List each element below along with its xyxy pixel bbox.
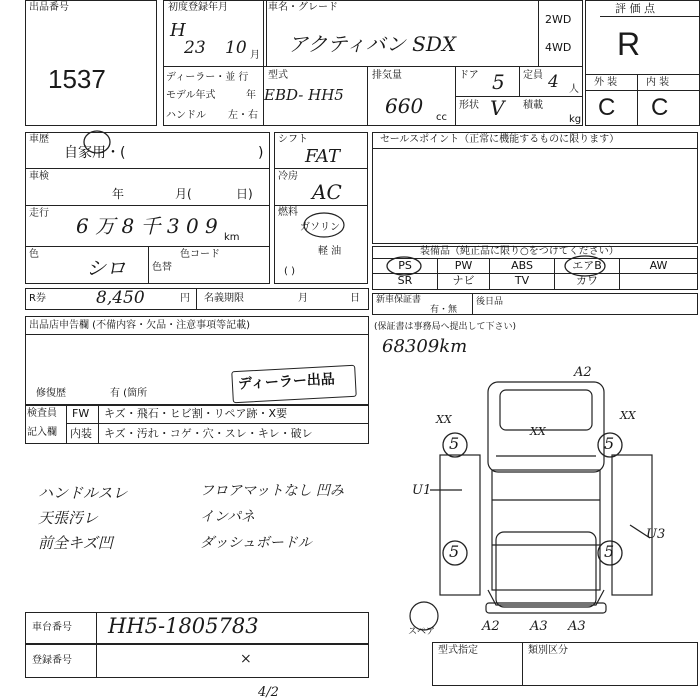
equipment-title: 装備品（純正品に限り○をつけてください）	[420, 246, 619, 257]
lot-number-label: 出品番号	[29, 2, 69, 13]
spare-label: スペア	[408, 627, 436, 637]
equip-aw: AW	[619, 258, 698, 274]
history-value: 自家用・(	[64, 145, 126, 161]
history-close: )	[258, 145, 264, 161]
reg-month-unit: 月	[250, 50, 260, 61]
spec-h	[455, 96, 583, 97]
car-hood	[500, 390, 592, 430]
cc-unit: cc	[436, 112, 447, 123]
interior-grade: C	[651, 94, 669, 121]
spec-div2	[367, 66, 368, 126]
insp-h	[66, 423, 369, 424]
tire-rr: 5	[604, 542, 615, 561]
history-label: 車歴	[29, 134, 49, 145]
interior-items: キズ・汚れ・コゲ・穴・スレ・キレ・破レ	[104, 427, 313, 440]
color-code-label: 色コード	[180, 249, 220, 260]
post-date-label: 後日品	[476, 297, 504, 307]
equip-leather: カワ	[554, 273, 620, 290]
ac-label: 冷房	[278, 171, 298, 182]
expiry-label: 名義期限	[204, 293, 244, 304]
grade-label: 評 価 点	[615, 2, 655, 15]
note-right-2: インパネ	[200, 509, 256, 525]
warranty-note: (保証書は事務局へ提出して下さい)	[374, 322, 517, 332]
shape-label: 形状	[459, 100, 479, 111]
fuel-label: 燃料	[278, 207, 298, 218]
mark-a3-1: A3	[530, 619, 548, 634]
fuel-other: ( )	[284, 266, 295, 277]
equip-navi: ナビ	[437, 273, 490, 290]
equip-sr: SR	[372, 273, 438, 290]
fuel-gas: ガソリン	[300, 222, 340, 233]
mileage-label: 走行	[29, 208, 49, 219]
plate-div	[96, 644, 97, 678]
declaration-title: 出品店申告欄 (不備内容・欠品・注意事項等記載)	[29, 320, 250, 331]
tire-fr: 5	[604, 434, 615, 453]
capacity-value: 4	[548, 72, 559, 92]
mark-xx-left: XX	[436, 413, 452, 426]
grade-divider	[600, 16, 700, 17]
model-year-label: モデル年式	[166, 90, 216, 101]
insp-div2	[98, 404, 99, 444]
shift-label: シフト	[278, 134, 308, 145]
warranty-div	[472, 293, 473, 315]
repair-value: 有 (箇所	[110, 388, 148, 399]
exterior-grade: C	[598, 94, 616, 121]
chassis-div	[96, 612, 97, 644]
color-value: シロ	[86, 256, 126, 280]
interior-label: 内 装	[646, 77, 670, 88]
recycle-value: 8,450	[96, 288, 145, 308]
car-rear	[496, 532, 596, 607]
tire-fl: 5	[449, 434, 460, 453]
chassis-number: HH5-1805783	[108, 614, 259, 638]
owner-circle	[80, 128, 114, 156]
insp-div1	[66, 404, 67, 444]
car-cabin	[492, 470, 600, 590]
plate-box	[25, 644, 369, 678]
car-name-label: 車名・グレード	[268, 2, 338, 13]
mark-xx-right: XX	[620, 409, 636, 422]
warranty-options: 有・無	[430, 305, 458, 315]
shift-h1	[274, 168, 368, 169]
recycle-label: R券	[29, 293, 46, 304]
km-unit: km	[224, 232, 240, 243]
first-registration-label: 初度登録年月	[168, 2, 228, 13]
equip-tv: TV	[489, 273, 555, 290]
inspection-label: 車検	[29, 171, 49, 182]
doors-label: ドア	[459, 70, 479, 81]
tire-rl: 5	[449, 542, 460, 561]
load-label: 積載	[523, 100, 543, 111]
car-name: アクティバン SDX	[288, 32, 457, 56]
mark-u1: U1	[412, 483, 432, 498]
inspection-year: 年	[112, 187, 125, 201]
car-left-side	[440, 455, 480, 595]
type-value: EBD- HH5	[264, 86, 344, 104]
displacement-value: 660	[385, 94, 424, 118]
mark-a2-bottom: A2	[482, 619, 500, 634]
kg-unit: kg	[569, 114, 582, 125]
capacity-label: 定員	[523, 70, 543, 81]
color-label: 色	[29, 249, 39, 260]
shape-value: V	[490, 96, 505, 120]
mark-u3: U3	[646, 527, 666, 542]
inspection-month: 月(	[175, 187, 192, 201]
ps-circle	[384, 255, 424, 277]
bottom-mark: 4/2	[258, 685, 279, 700]
inspector-label-1: 検査員	[27, 408, 57, 419]
displacement-label: 排気量	[372, 70, 402, 81]
shift-value: FAT	[305, 146, 340, 167]
model-year-unit: 年	[246, 90, 256, 101]
repair-label: 修復歴	[36, 388, 66, 399]
lot-number: 1537	[48, 64, 106, 94]
plate-mark: ×	[240, 651, 252, 667]
decl-h	[25, 334, 369, 335]
warranty-mileage-note: 68309km	[382, 336, 468, 357]
reg-month: 10	[225, 38, 247, 58]
mark-a3-2: A3	[568, 619, 586, 634]
equip-pw: PW	[437, 258, 490, 274]
car-roof-outline	[488, 382, 604, 472]
type-spec-div	[522, 642, 523, 686]
fw-items: キズ・飛石・ヒビ割・リペア跡・X要	[104, 407, 288, 420]
note-left-1: ハンドルスレ	[38, 484, 128, 502]
chassis-label: 車台番号	[32, 622, 72, 633]
wd2-label: 2WD	[545, 13, 572, 26]
sales-h	[372, 148, 698, 149]
note-left-3: 前全キズ凹	[38, 534, 113, 552]
car-right-side	[612, 455, 652, 595]
recycle-box	[25, 288, 369, 310]
ac-value: AC	[312, 180, 342, 204]
hist-h2	[25, 205, 270, 206]
overall-grade: R	[617, 26, 641, 62]
mileage-value: 6 万 8 千 3 0 9	[76, 214, 218, 238]
recycle-yen: 円	[180, 293, 190, 304]
reg-year: 23	[184, 38, 206, 58]
wd-divider	[538, 0, 539, 67]
mark-a2-top: A2	[574, 365, 592, 380]
expiry-day: 日	[350, 293, 360, 304]
note-left-2: 天張汚レ	[38, 509, 99, 527]
color-div	[148, 246, 149, 284]
airbag-circle	[562, 254, 608, 278]
grade-subdivider	[585, 74, 700, 75]
grade-split	[637, 74, 638, 126]
hist-h1	[25, 168, 270, 169]
sales-point-title: セールスポイント（正常に機能するものに限ります）	[380, 134, 620, 145]
type-spec-label: 型式指定	[438, 645, 478, 656]
doors-value: 5	[492, 70, 505, 94]
equip-abs: ABS	[489, 258, 555, 274]
mark-xx-center: XX	[530, 425, 546, 438]
inspection-day: 日)	[236, 187, 253, 201]
warranty-label: 新車保証書	[376, 295, 422, 305]
note-right-3: ダッシュボードル	[200, 535, 312, 551]
fuel-circle	[300, 210, 350, 240]
grade-split-h	[585, 90, 700, 91]
lot-number-box	[25, 0, 157, 126]
person-unit: 人	[569, 84, 579, 95]
car-diagram	[400, 360, 700, 640]
handle-options: 左・右	[228, 110, 258, 121]
equip-airbag: エアB	[554, 258, 620, 274]
interior-check-label: 内装	[70, 427, 92, 440]
recycle-div	[196, 288, 197, 310]
fw-label: FW	[72, 407, 90, 420]
inspector-label-2: 記入欄	[27, 427, 57, 438]
handle-label: ハンドル	[166, 110, 206, 121]
dealer-label: ディーラー・並 行	[166, 72, 249, 83]
plate-label: 登録番号	[32, 655, 72, 666]
class-label: 類別区分	[528, 645, 568, 656]
note-right-1: フロアマットなし 凹み	[200, 483, 344, 499]
wd4-label: 4WD	[545, 41, 572, 54]
fuel-light: 軽 油	[318, 246, 342, 257]
reg-era: H	[170, 20, 186, 41]
shift-h2	[274, 205, 368, 206]
equip-ps: PS	[372, 258, 438, 274]
dealer-stamp-text: ディーラー出品	[237, 371, 336, 393]
color-change-label: 色替	[152, 262, 172, 273]
type-label: 型式	[268, 70, 288, 81]
spec-div4	[519, 66, 520, 96]
exterior-label: 外 装	[594, 77, 618, 88]
expiry-month: 月	[298, 293, 308, 304]
